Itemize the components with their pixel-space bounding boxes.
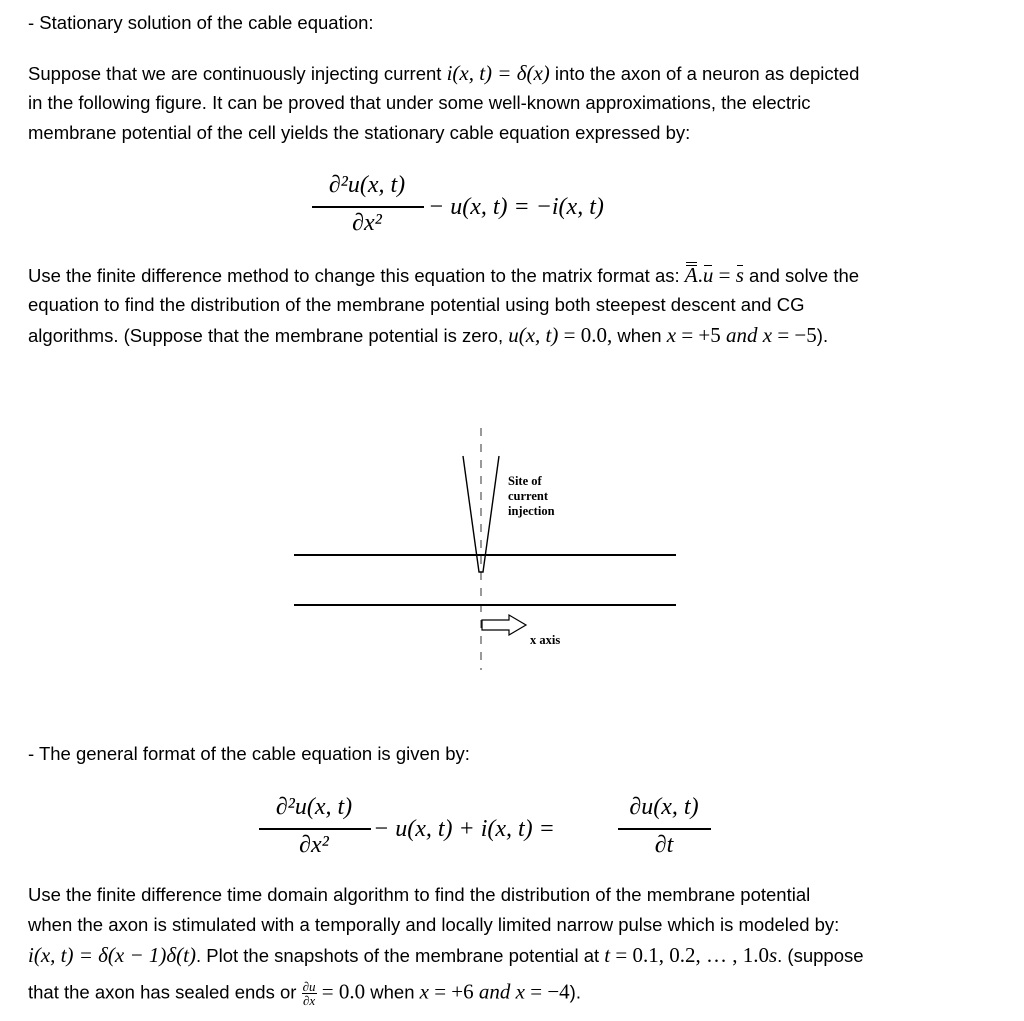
vector-u: u — [702, 263, 714, 287]
text: ). — [569, 981, 581, 1003]
math: s — [768, 943, 778, 967]
frac-num: ∂u — [302, 979, 316, 994]
frac-den: ∂x — [302, 993, 316, 1008]
math: = +5 — [676, 323, 727, 347]
eq1-fraction-bar — [312, 206, 424, 208]
paragraph-2-line-3 — [28, 324, 828, 347]
matrix-A: A — [684, 263, 698, 287]
section-heading-stationary: - Stationary solution of the cable equation: — [28, 12, 374, 33]
math: t — [604, 943, 611, 967]
equals: = — [713, 263, 736, 287]
math: x — [419, 979, 429, 1004]
paragraph-3-line-2: when the axon is stimulated with a temporally and locally limited narrow pulse which is modeled by: — [28, 914, 840, 935]
text: ). — [816, 325, 829, 346]
label-site-of-injection — [508, 474, 555, 519]
math: x — [666, 323, 677, 347]
paragraph-1-line-2: in the following figure. It can be proved that under some well-known approximations, the electric — [28, 92, 811, 113]
paragraph-2-line-1 — [28, 264, 859, 287]
text: and solve the — [743, 265, 860, 286]
math: = 0.0 — [316, 979, 366, 1004]
label-line: current — [508, 489, 549, 503]
text: into the axon of a neuron as depicted — [549, 63, 860, 84]
axon-figure — [280, 420, 700, 680]
partial-derivative-fraction — [302, 980, 317, 1007]
paragraph-3-line-3 — [28, 944, 864, 967]
text: that the axon has sealed ends or — [28, 981, 302, 1003]
text: . Plot the snapshots of the membrane potential at — [195, 945, 605, 966]
eq2-denominator-right: ∂t — [654, 832, 674, 858]
x-axis-arrow-icon — [482, 615, 526, 635]
paragraph-1-line-3: membrane potential of the cell yields the stationary cable equation expressed by: — [28, 122, 691, 143]
eq2-numerator-right: ∂u(x, t) — [629, 794, 699, 820]
math-current: i(x, t) = δ(x) — [446, 61, 550, 85]
text: Use the finite difference method to change this equation to the matrix format as: — [28, 265, 685, 286]
text: when — [612, 325, 667, 346]
math: = 0.0, — [558, 323, 613, 347]
eq2-numerator-left: ∂²u(x, t) — [275, 794, 353, 820]
eq2-fraction-bar-right — [618, 828, 711, 830]
text: Suppose that we are continuously injecting current — [28, 63, 447, 84]
math: and x — [726, 323, 773, 347]
eq2-fraction-bar-left — [259, 828, 371, 830]
math: = +6 — [428, 979, 479, 1004]
math: = 0.1, 0.2, … , 1.0 — [610, 943, 769, 967]
math: = −5 — [772, 323, 817, 347]
math: = −4 — [524, 979, 570, 1004]
paragraph-1-line-1 — [28, 62, 859, 85]
eq2-denominator-left: ∂x² — [299, 832, 329, 858]
text: . (suppose — [777, 945, 864, 966]
label-x-axis: x axis — [530, 633, 561, 647]
text: when — [365, 981, 420, 1003]
eq2-middle: − u(x, t) + i(x, t) = — [373, 816, 555, 842]
math: and x — [478, 979, 525, 1004]
eq1-rest: − u(x, t) = −i(x, t) — [428, 194, 604, 220]
math: i(x, t) = δ(x − 1)δ(t) — [28, 943, 196, 967]
label-line: Site of — [508, 474, 542, 488]
vector-s: s — [735, 263, 744, 287]
math: u(x, t) — [508, 323, 559, 347]
eq1-numerator: ∂²u(x, t) — [328, 172, 406, 198]
paragraph-3-line-4 — [28, 980, 581, 1007]
paragraph-2-line-2: equation to find the distribution of the membrane potential using both steepest descent and CG — [28, 294, 805, 315]
paragraph-3-line-1: Use the finite difference time domain algorithm to find the distribution of the membrane potential — [28, 884, 811, 905]
text: algorithms. (Suppose that the membrane potential is zero, — [28, 325, 509, 346]
section-heading-general: - The general format of the cable equation is given by: — [28, 743, 470, 764]
label-line: injection — [508, 504, 555, 518]
dot: . — [697, 263, 703, 287]
eq1-denominator: ∂x² — [352, 210, 382, 236]
